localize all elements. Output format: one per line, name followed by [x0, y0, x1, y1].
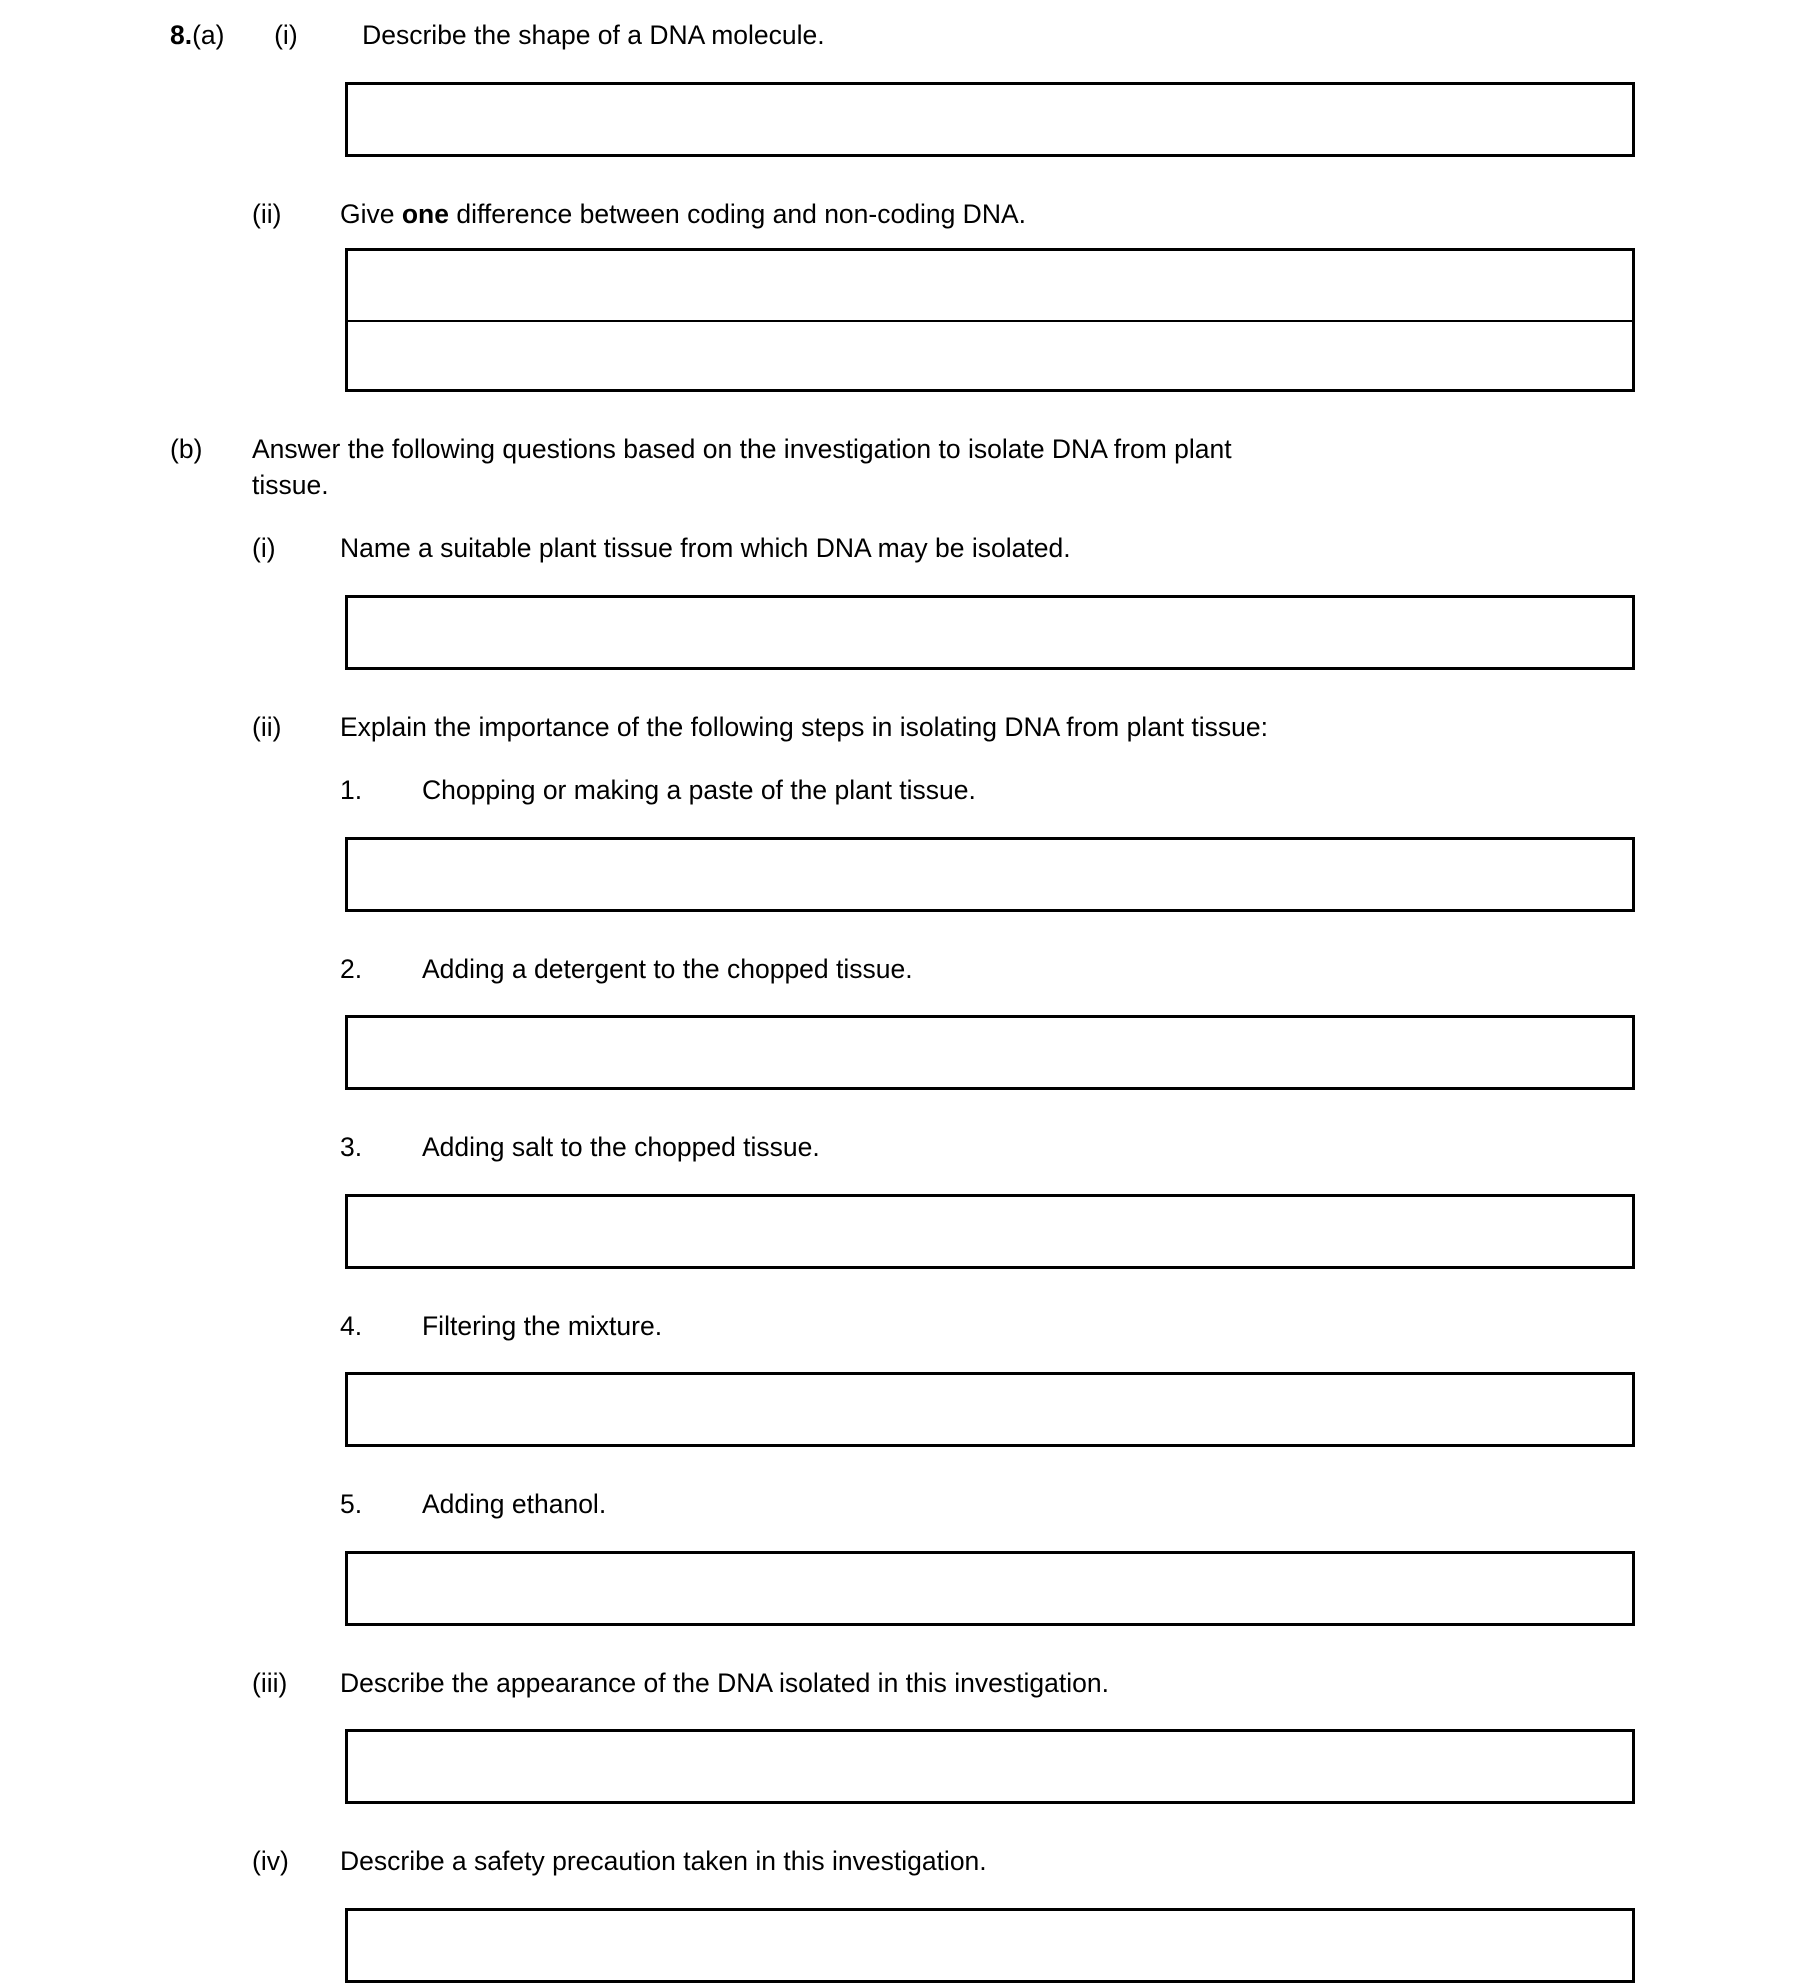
answer-line[interactable]: [348, 1018, 1632, 1087]
answer-line[interactable]: [348, 1911, 1632, 1980]
step-number-1: 1.: [340, 775, 363, 805]
question-text-b-i: Name a suitable plant tissue from which DNA may be isolated.: [340, 533, 1071, 563]
answer-line[interactable]: [348, 1554, 1632, 1623]
spacer: [0, 1523, 1818, 1551]
step-item-3: [0, 1130, 1818, 1166]
subpart-label-a-ii: (ii): [252, 198, 282, 229]
spacer: [0, 1701, 1818, 1729]
spacer: [0, 54, 1818, 82]
answer-box-a-ii[interactable]: [345, 248, 1635, 392]
question-8b-iii: [0, 1666, 1818, 1702]
answer-line[interactable]: [348, 251, 1632, 320]
text-segment-bold: one: [401, 198, 449, 229]
spacer: [0, 232, 1818, 248]
text-segment-before-bold: Give: [340, 198, 402, 229]
question-8b-i: [0, 531, 1818, 567]
answer-line[interactable]: [348, 320, 1632, 389]
spacer: [0, 1626, 1818, 1666]
spacer: [0, 670, 1818, 710]
spacer: [0, 1269, 1818, 1309]
subpart-label-b-iii: (iii): [252, 1667, 288, 1698]
question-8b-iv: [0, 1844, 1818, 1880]
spacer: [0, 1344, 1818, 1372]
spacer: [0, 912, 1818, 952]
step-text-1: Chopping or making a paste of the plant tissue.: [422, 775, 976, 805]
answer-line[interactable]: [348, 1197, 1632, 1266]
subpart-label-b-iv: (iv): [252, 1846, 289, 1876]
step-text-4: Filtering the mixture.: [422, 1310, 663, 1341]
answer-box-a-i[interactable]: [345, 82, 1635, 157]
spacer: [0, 809, 1818, 837]
question-text-b-iii: Describe the appearance of the DNA isolated in this investigation.: [340, 1667, 1109, 1698]
answer-line[interactable]: [348, 1732, 1632, 1801]
question-8b-ii: [0, 710, 1818, 746]
question-number: 8.: [170, 20, 193, 50]
spacer: [0, 1447, 1818, 1487]
subpart-label-b-ii: (ii): [252, 711, 282, 742]
question-text-b-intro: Answer the following questions based on the investigation to isolate DNA from plant tissue.: [252, 434, 1232, 500]
subpart-label-b-i: (i): [252, 533, 276, 563]
step-item-1: [0, 773, 1818, 809]
step-number-4: 4.: [340, 1310, 363, 1341]
step-text-5: Adding ethanol.: [422, 1489, 607, 1519]
question-text-a-ii: [340, 197, 1026, 233]
subpart-label-a-i: (i): [274, 20, 298, 50]
question-8b-intro: [0, 432, 1818, 503]
step-number-5: 5.: [340, 1489, 363, 1519]
spacer: [0, 1166, 1818, 1194]
question-8a-i: [0, 18, 1818, 54]
question-text-b-iv: Describe a safety precaution taken in this investigation.: [340, 1846, 987, 1876]
part-letter-a: (a): [192, 20, 225, 50]
answer-line[interactable]: [348, 1375, 1632, 1444]
spacer: [0, 567, 1818, 595]
spacer: [0, 157, 1818, 197]
part-letter-b: (b): [170, 434, 203, 464]
answer-line[interactable]: [348, 840, 1632, 909]
question-8a-ii: [0, 197, 1818, 233]
spacer: [0, 1804, 1818, 1844]
answer-box-step-1[interactable]: [345, 837, 1635, 912]
step-text-2: Adding a detergent to the chopped tissue.: [422, 953, 913, 984]
answer-line[interactable]: [348, 598, 1632, 667]
question-text-b-ii: Explain the importance of the following steps in isolating DNA from plant tissue:: [340, 711, 1268, 742]
spacer: [0, 503, 1818, 531]
answer-box-b-iv[interactable]: [345, 1908, 1635, 1983]
step-text-3: Adding salt to the chopped tissue.: [422, 1132, 820, 1162]
answer-box-b-i[interactable]: [345, 595, 1635, 670]
answer-box-step-2[interactable]: [345, 1015, 1635, 1090]
spacer: [0, 1880, 1818, 1908]
step-item-5: [0, 1487, 1818, 1523]
step-number-3: 3.: [340, 1132, 363, 1162]
answer-box-b-iii[interactable]: [345, 1729, 1635, 1804]
answer-box-step-5[interactable]: [345, 1551, 1635, 1626]
step-item-4: [0, 1309, 1818, 1345]
spacer: [0, 987, 1818, 1015]
spacer: [0, 1090, 1818, 1130]
spacer: [0, 745, 1818, 773]
step-number-2: 2.: [340, 953, 363, 984]
answer-box-step-3[interactable]: [345, 1194, 1635, 1269]
spacer: [0, 392, 1818, 432]
question-text-a-i: Describe the shape of a DNA molecule.: [362, 20, 825, 50]
step-item-2: [0, 952, 1818, 988]
answer-box-step-4[interactable]: [345, 1372, 1635, 1447]
answer-line[interactable]: [348, 85, 1632, 154]
text-segment-after-bold: difference between coding and non-coding DNA.: [448, 198, 1026, 229]
